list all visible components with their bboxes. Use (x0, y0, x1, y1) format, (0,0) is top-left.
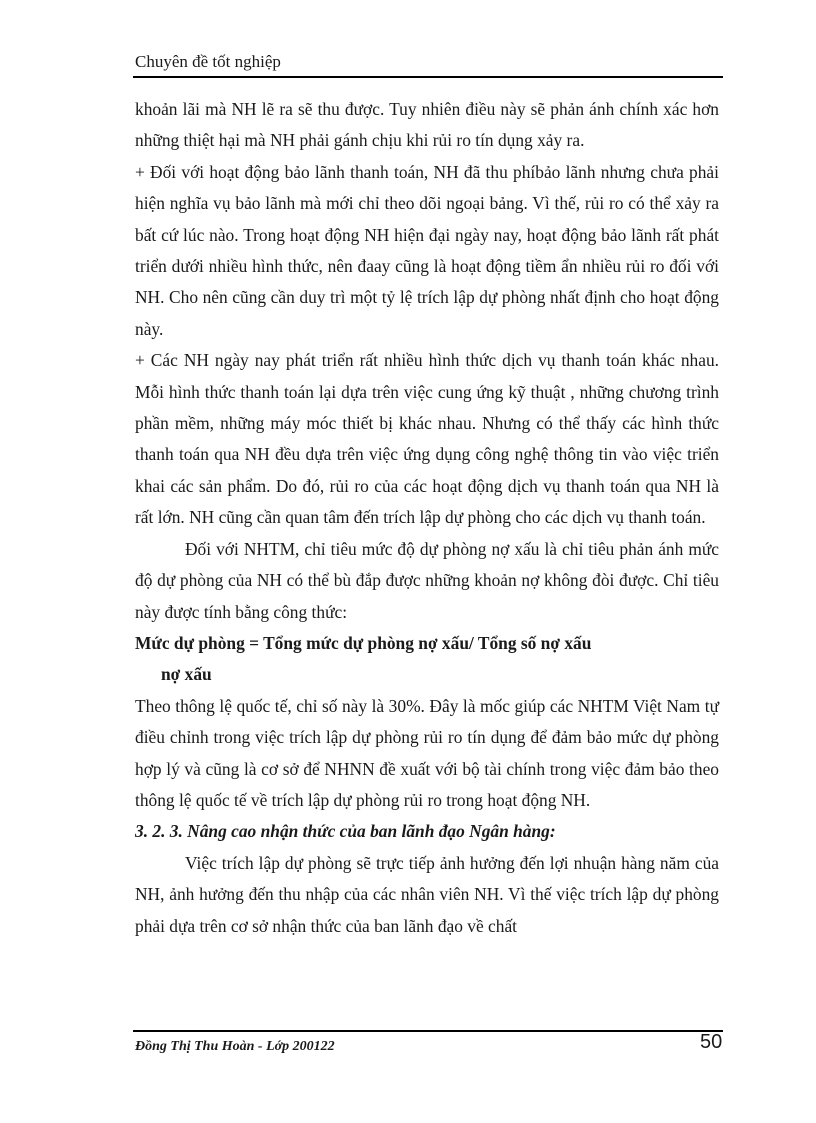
paragraph-3: + Các NH ngày nay phát triển rất nhiều hình thức dịch vụ thanh toán khác nhau. Mỗi hình thức thanh toán lại dựa trên việc cung ứng kỹ thuật , những chương trình phần mềm, những máy móc thiết bị khác nhau. Nhưng có thể thấy các hình thức thanh toán qua NH đều dựa trên việc ứng dụng công nghệ thông tin vào việc triển khai các sản phẩm. Do đó, rủi ro của các hoạt động dịch vụ thanh toán qua NH là rất lớn. NH cũng cần quan tâm đến trích lập dự phòng cho các dịch vụ thanh toán. (135, 350, 719, 528)
footer-author: Đồng Thị Thu Hoàn - Lớp 200122 (135, 1039, 335, 1054)
header-rule (133, 76, 723, 78)
paragraph-2: + Đối với hoạt động bảo lãnh thanh toán, NH đã thu phíbảo lãnh nhưng chưa phải hiện nghĩa vụ bảo lãnh mà mới chỉ theo dõi ngoại bảng. Vì thế, rủi ro có thể xảy ra bất cứ lúc nào. Trong hoạt động NH hiện đại ngày nay, hoạt động bảo lãnh rất phát triển dưới nhiều hình thức, nên đaay cũng là hoạt động tiềm ẩn nhiều rủi ro đối với NH. Cho nên cũng cần duy trì một tỷ lệ trích lập dự phòng nhất định cho hoạt động này. (135, 161, 719, 339)
paragraph-1: khoản lãi mà NH lẽ ra sẽ thu được. Tuy nhiên điều này sẽ phản ánh chính xác hơn những thiệt hại mà NH phải gánh chịu khi rủi ro tín dụng xảy ra. (135, 99, 719, 151)
section-heading: 3. 2. 3. Nâng cao nhận thức của ban lãnh đạo Ngân hàng: (135, 821, 556, 842)
page-header-title: Chuyên đề tốt nghiệp (135, 52, 281, 71)
page-body (135, 94, 719, 942)
formula-line: Mức dự phòng = Tổng mức dự phòng nợ xấu/ Tổng số nợ xấu (135, 632, 592, 653)
paragraph-5: Theo thông lệ quốc tế, chỉ số này là 30%. Đây là mốc giúp các NHTM Việt Nam tự điều chỉnh trong việc trích lập dự phòng rủi ro tín dụng để đảm bảo mức dự phòng hợp lý và cũng là cơ sở để NHNN đề xuất với bộ tài chính trong việc đảm bảo theo thông lệ quốc tế về trích lập dự phòng rủi ro trong hoạt động NH. (135, 695, 719, 810)
footer-rule (133, 1030, 723, 1032)
paragraph-4: Đối với NHTM, chỉ tiêu mức độ dự phòng nợ xấu là chỉ tiêu phản ánh mức độ dự phòng của NH có thể bù đắp được những khoản nợ không đòi được. Chỉ tiêu này được tính bằng công thức: (135, 538, 719, 622)
formula-subline: nợ xấu (161, 664, 212, 685)
page-number: 50 (700, 1031, 723, 1053)
paragraph-6: Việc trích lập dự phòng sẽ trực tiếp ảnh hưởng đến lợi nhuận hàng năm của NH, ảnh hưởng đến thu nhập của các nhân viên NH. Vì thế việc trích lập dự phòng phải dựa trên cơ sở nhận thức của ban lãnh đạo về chất (135, 852, 719, 936)
